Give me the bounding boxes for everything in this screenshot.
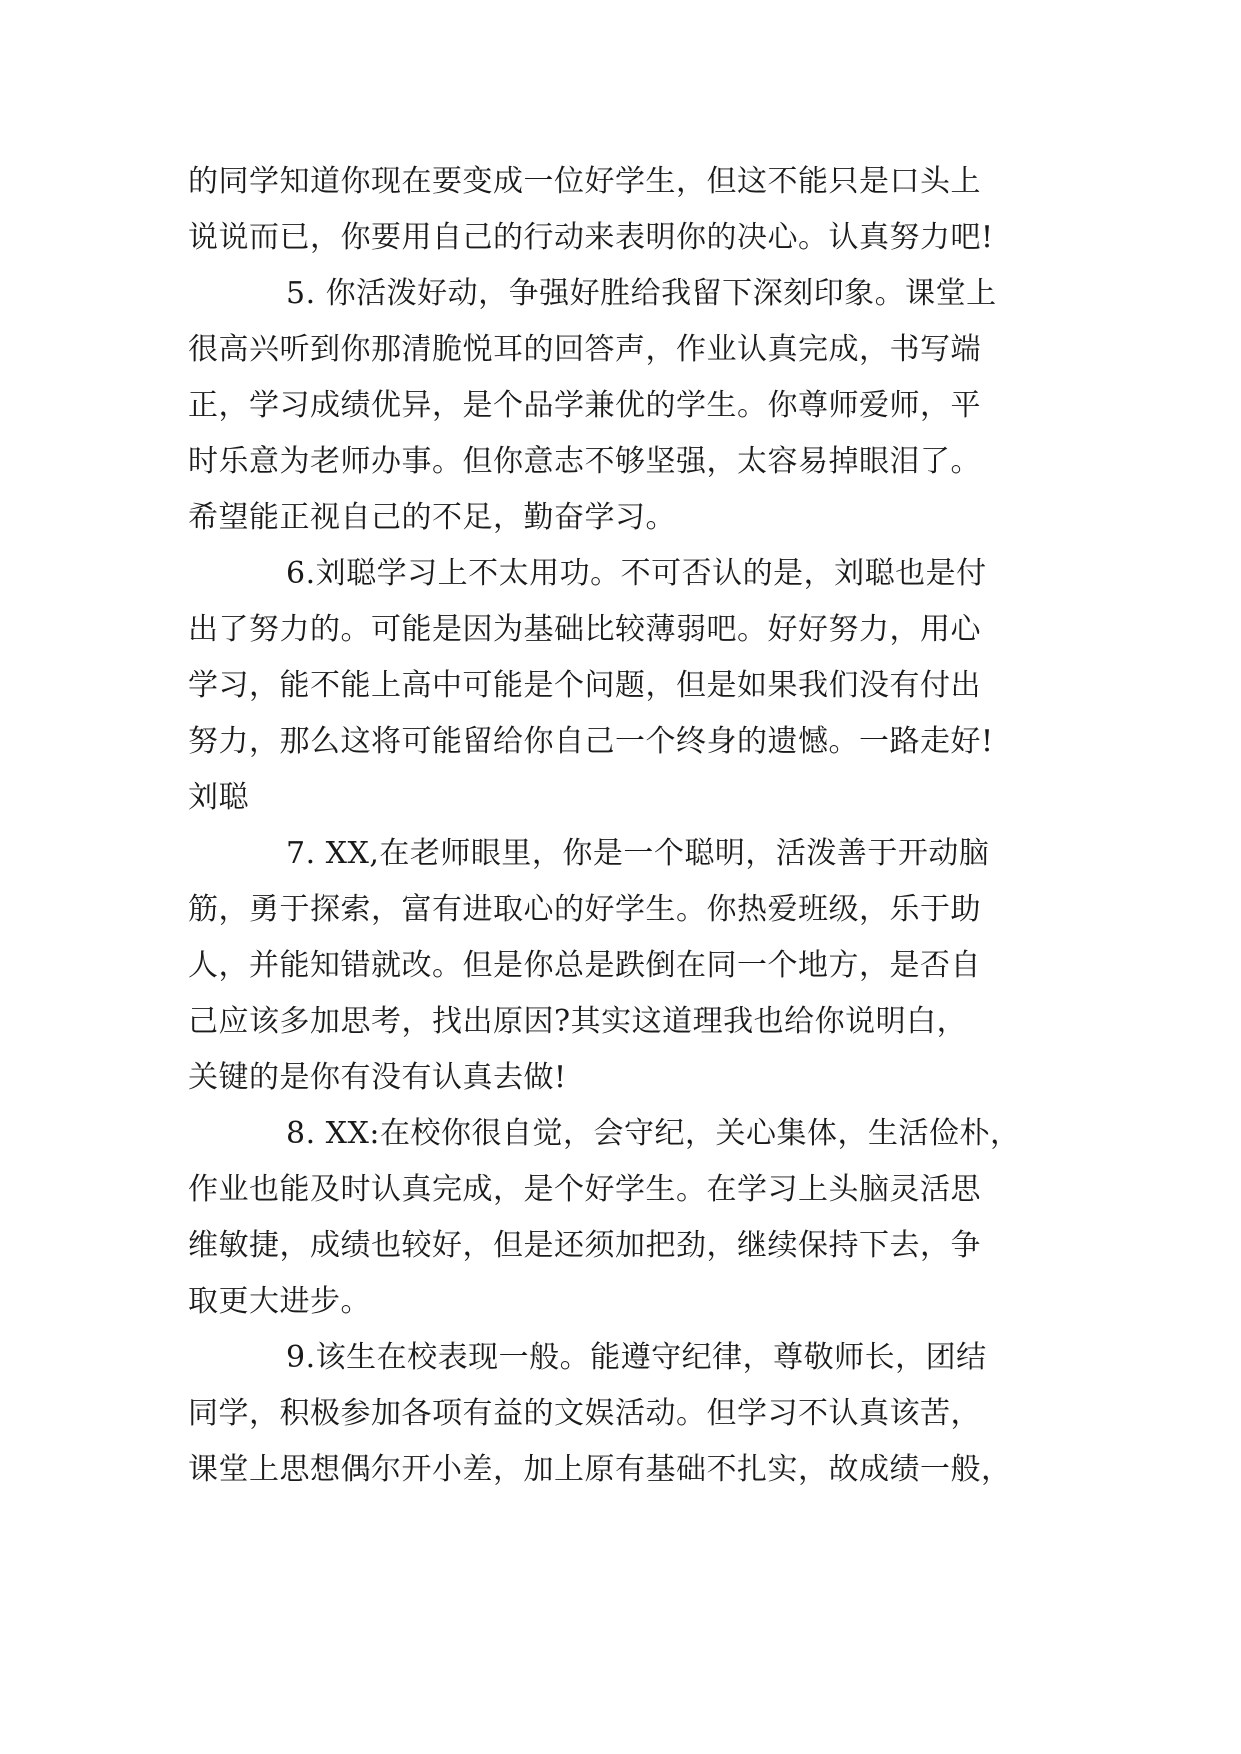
paragraph-item-7 xyxy=(188,826,1068,1106)
text-line: 学习，能不能上高中可能是个问题，但是如果我们没有付出 xyxy=(188,668,981,703)
text-line: 维敏捷，成绩也较好，但是还须加把劲，继续保持下去，争 xyxy=(188,1228,981,1263)
text-line: 出了努力的。可能是因为基础比较薄弱吧。好好努力，用心 xyxy=(188,612,981,647)
text-line: 己应该多加思考，找出原因?其实这道理我也给你说明白， xyxy=(188,1004,968,1039)
text-line: 希望能正视自己的不足，勤奋学习。 xyxy=(188,500,676,535)
text-line: 7. XX,在老师眼里，你是一个聪明，活泼善于开动脑 xyxy=(286,836,990,871)
text-line: 9.该生在校表现一般。能遵守纪律，尊敬师长，团结 xyxy=(286,1340,987,1375)
text-line: 刘聪 xyxy=(188,780,249,815)
text-line: 时乐意为老师办事。但你意志不够坚强，太容易掉眼泪了。 xyxy=(188,444,981,479)
text-line: 取更大进步。 xyxy=(188,1284,371,1319)
text-line: 正，学习成绩优异，是个品学兼优的学生。你尊师爱师，平 xyxy=(188,388,981,423)
text-line: 8. XX:在校你很自觉，会守纪，关心集体，生活俭朴， xyxy=(286,1116,1021,1151)
text-line: 5. 你活泼好动，争强好胜给我留下深刻印象。课堂上 xyxy=(286,276,997,311)
text-line: 同学，积极参加各项有益的文娱活动。但学习不认真该苦， xyxy=(188,1396,981,1431)
text-line: 努力，那么这将可能留给你自己一个终身的遗憾。一路走好! xyxy=(188,724,994,759)
text-line: 作业也能及时认真完成，是个好学生。在学习上头脑灵活思 xyxy=(188,1172,981,1207)
text-line: 人，并能知错就改。但是你总是跌倒在同一个地方，是否自 xyxy=(188,948,981,983)
text-line: 筋，勇于探索，富有进取心的好学生。你热爱班级，乐于助 xyxy=(188,892,981,927)
paragraph-item-8 xyxy=(188,1106,1068,1330)
text-line: 6.刘聪学习上不太用功。不可否认的是，刘聪也是付 xyxy=(286,556,987,591)
text-line: 说说而已，你要用自己的行动来表明你的决心。认真努力吧! xyxy=(188,220,994,255)
paragraph-continuation xyxy=(188,154,1068,266)
paragraph-item-5 xyxy=(188,266,1068,546)
paragraph-item-9 xyxy=(188,1330,1068,1498)
text-line: 很高兴听到你那清脆悦耳的回答声，作业认真完成，书写端 xyxy=(188,332,981,367)
text-line: 的同学知道你现在要变成一位好学生，但这不能只是口头上 xyxy=(188,164,981,199)
text-line: 课堂上思想偶尔开小差，加上原有基础不扎实，故成绩一般， xyxy=(188,1452,1012,1487)
document-body xyxy=(188,154,1068,1498)
text-line: 关键的是你有没有认真去做! xyxy=(188,1060,567,1095)
paragraph-item-6 xyxy=(188,546,1068,826)
